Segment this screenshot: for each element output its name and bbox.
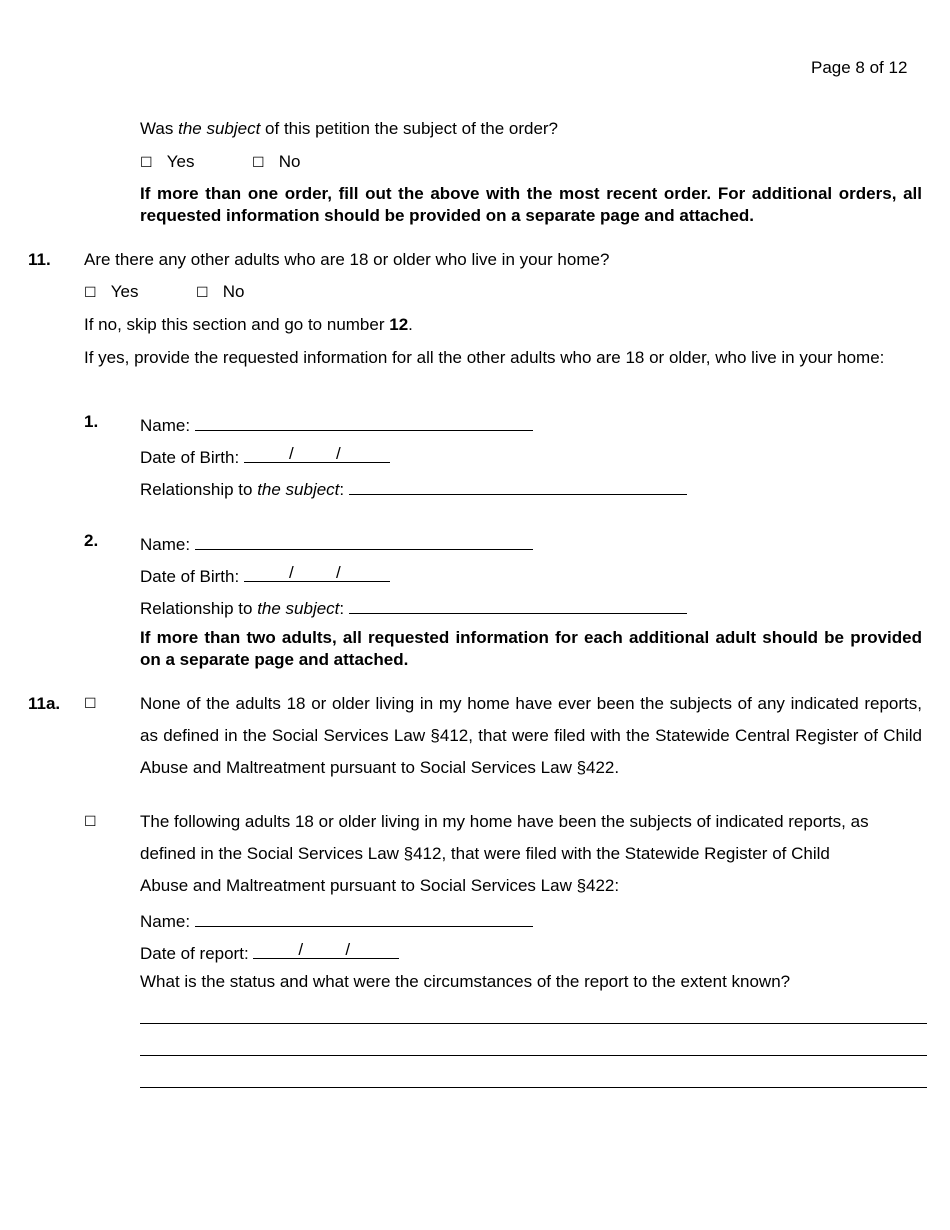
yes-label: Yes (166, 152, 195, 171)
q11a-option-1-text: None of the adults 18 or older living in my home have ever been the subjects of any indicated reports, as defined in the Social Services Law §412, that were filed with the Statewide Central Register of Child Abuse and Maltreatment pursuant to Social Services Law §422. (140, 694, 922, 777)
adult-2-dob-field[interactable]: / / (244, 563, 390, 582)
name-label: Name: (140, 535, 191, 554)
no-label: No (222, 282, 245, 301)
no-checkbox[interactable]: ☐ (196, 285, 209, 301)
yes-label: Yes (110, 282, 139, 301)
report-name-field[interactable] (195, 908, 533, 927)
q10-yes-option[interactable] (140, 152, 194, 173)
q11-number: 11. (28, 250, 51, 269)
answer-line-2[interactable] (140, 1055, 927, 1056)
report-date-row (140, 940, 399, 964)
q11-yes-instruction: If yes, provide the requested information for all the other adults who are 18 or older, who live in your home: (84, 348, 885, 367)
adult-1-relationship-row: Relationship to the subject: (140, 476, 687, 500)
q11-skip-instruction: If no, skip this section and go to number 12. (84, 315, 413, 334)
adult-2-relationship-row: Relationship to the subject: (140, 595, 687, 619)
adult-2-name-row (140, 531, 533, 555)
adult-2-number: 2. (84, 531, 99, 550)
q10-multiple-orders-note: If more than one order, fill out the above with the most recent order. For additional orders, all requested information should be provided on a separate page and attached. (140, 184, 922, 225)
page-number: Page 8 of 12 (811, 58, 908, 77)
q11-yes-option[interactable] (84, 282, 138, 303)
adult-1-name-field[interactable] (195, 412, 533, 431)
adult-1-relationship-field[interactable] (349, 476, 687, 495)
q11-additional-adults-note: If more than two adults, all requested information for each additional adult should be provided on a separate page and attached. (140, 628, 922, 669)
q10-no-option[interactable] (252, 152, 300, 173)
yes-checkbox[interactable]: ☐ (140, 155, 153, 171)
q11-no-option[interactable] (196, 282, 244, 303)
q11-question: Are there any other adults who are 18 or older who live in your home? (84, 250, 610, 269)
adult-1-dob-row (140, 444, 390, 468)
yes-checkbox[interactable]: ☐ (84, 285, 97, 301)
report-status-question: What is the status and what were the circumstances of the report to the extent known? (140, 972, 791, 991)
adult-2-dob-row (140, 563, 390, 587)
report-date-field[interactable]: / / (253, 940, 399, 959)
report-name-row (140, 908, 533, 932)
q11a-number: 11a. (28, 694, 61, 713)
name-label: Name: (140, 416, 191, 435)
answer-line-3[interactable] (140, 1087, 927, 1088)
q11a-option-2-line-3: Abuse and Maltreatment pursuant to Social Services Law §422: (140, 876, 620, 895)
name-label: Name: (140, 912, 191, 931)
q11a-option-2-line-2: defined in the Social Services Law §412, that were filed with the Statewide Register of Child (140, 844, 830, 863)
q11a-option-1-checkbox[interactable]: ☐ (84, 696, 97, 712)
no-label: No (278, 152, 301, 171)
answer-line-1[interactable] (140, 1023, 927, 1024)
date-label: Date of report: (140, 944, 249, 963)
q10-subject-question: Was the subject of this petition the subject of the order? (140, 119, 559, 138)
adult-2-name-field[interactable] (195, 531, 533, 550)
q11a-option-2-line-1: The following adults 18 or older living in my home have been the subjects of indicated reports, as (140, 812, 869, 831)
adult-1-number: 1. (84, 412, 99, 431)
q11a-option-2-checkbox[interactable]: ☐ (84, 814, 97, 830)
no-checkbox[interactable]: ☐ (252, 155, 265, 171)
adult-1-name-row (140, 412, 533, 436)
dob-label: Date of Birth: (140, 567, 240, 586)
adult-1-dob-field[interactable]: / / (244, 444, 390, 463)
adult-2-relationship-field[interactable] (349, 595, 687, 614)
dob-label: Date of Birth: (140, 448, 240, 467)
